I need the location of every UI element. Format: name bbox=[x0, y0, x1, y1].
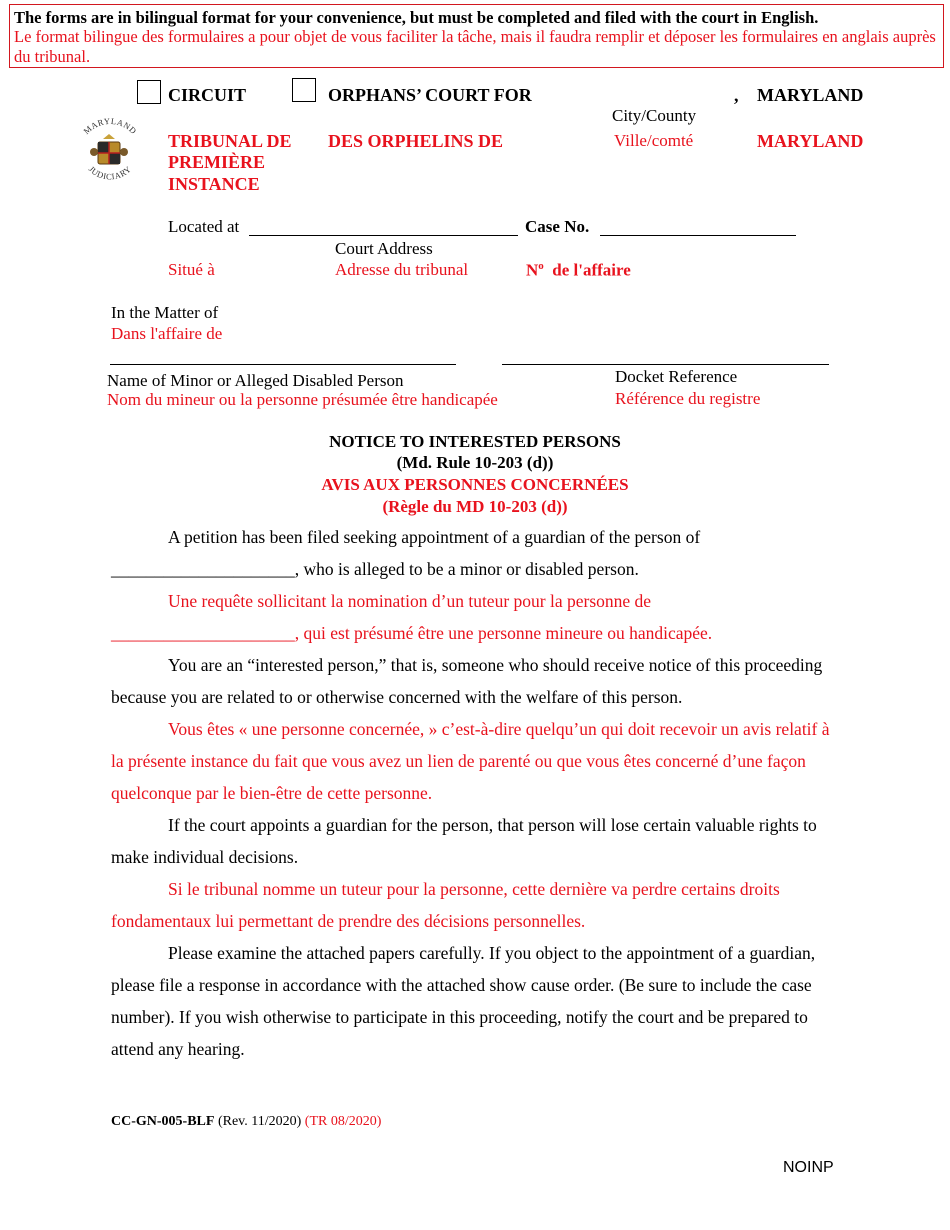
form-id: CC-GN-005-BLF bbox=[111, 1114, 215, 1129]
title-english: NOTICE TO INTERESTED PERSONS bbox=[329, 432, 621, 451]
bilingual-notice-box bbox=[9, 4, 944, 68]
orphans-court-label-fr: DES ORPHELINS DE bbox=[328, 131, 504, 151]
orphans-court-checkbox[interactable] bbox=[292, 78, 316, 102]
minor-name-field[interactable] bbox=[110, 364, 456, 365]
case-number-field[interactable] bbox=[600, 235, 796, 236]
form-revision: (Rev. 11/2020) bbox=[217, 1114, 302, 1129]
body-text bbox=[111, 521, 841, 1065]
court-address-label: Court Address bbox=[335, 239, 433, 258]
notice-english: The forms are in bilingual format for your convenience, but must be completed and filed with the court in English. bbox=[14, 8, 819, 27]
paragraph-4-en: Please examine the attached papers carefully. If you object to the appointment of a guardian, please file a response in accordance with the attached show cause order. (Be sure to include the case number). If you wish otherwise to participate in this proceeding, notify the court and be prepared to attend any hearing. bbox=[111, 943, 816, 1059]
paragraph-3-fr: Si le tribunal nomme un tuteur pour la personne, cette dernière va perdre certains droits fondamentaux lui permettant de prendre des décisions personnelles. bbox=[111, 879, 780, 931]
paragraph-3-en: If the court appoints a guardian for the person, that person will lose certain valuable rights to make individual decisions. bbox=[111, 815, 817, 867]
city-county-label-fr: Ville/comté bbox=[614, 131, 694, 150]
comma: , bbox=[734, 85, 739, 105]
title-french: AVIS AUX PERSONNES CONCERNÉES bbox=[321, 475, 629, 494]
title-english-rule: (Md. Rule 10-203 (d)) bbox=[396, 453, 554, 472]
docket-reference-label-fr: Référence du registre bbox=[615, 389, 761, 408]
circuit-label: CIRCUIT bbox=[168, 85, 247, 105]
seal-bottom-text: JUDICIARY bbox=[86, 163, 134, 182]
paragraph-1-fr-a: Une requête sollicitant la nomination d’un tuteur pour la personne de bbox=[168, 591, 652, 611]
circuit-label-fr-1: TRIBUNAL DE bbox=[168, 131, 292, 151]
maryland-label: MARYLAND bbox=[757, 85, 864, 105]
circuit-label-fr-2: PREMIÈRE bbox=[168, 152, 266, 172]
circuit-court-checkbox[interactable] bbox=[137, 80, 161, 104]
form-code: NOINP bbox=[783, 1159, 834, 1176]
in-the-matter-label-fr: Dans l'affaire de bbox=[111, 324, 223, 343]
court-address-field[interactable] bbox=[249, 235, 518, 236]
form-translation-revision: (TR 08/2020) bbox=[304, 1114, 382, 1129]
case-no-label-fr: $N^o$ de l'affaire bbox=[526, 260, 631, 280]
maryland-judiciary-seal bbox=[70, 112, 150, 192]
svg-text:MARYLAND bbox=[81, 116, 139, 136]
docket-reference-field[interactable] bbox=[502, 364, 829, 365]
svg-text:JUDICIARY bbox=[87, 164, 133, 182]
notice-french: Le format bilingue des formulaires a pour objet de vous faciliter la tâche, mais il faudra remplir et déposer les formulaires en anglais auprès du tribunal. bbox=[14, 27, 936, 66]
minor-name-label-fr: Nom du mineur ou la personne présumée être handicapée bbox=[107, 390, 498, 409]
title-french-rule: (Règle du MD 10-203 (d)) bbox=[382, 497, 568, 516]
minor-name-label: Name of Minor or Alleged Disabled Person bbox=[107, 371, 404, 390]
paragraph-1-en-b: _____________________, who is alleged to be a minor or disabled person. bbox=[111, 559, 639, 579]
located-at-label-fr: Situé à bbox=[168, 260, 215, 279]
form-footer bbox=[111, 1114, 381, 1130]
docket-reference-label: Docket Reference bbox=[615, 367, 738, 386]
in-the-matter-label: In the Matter of bbox=[111, 303, 219, 322]
seal-top-text: MARYLAND bbox=[81, 115, 139, 137]
orphans-court-label: ORPHANS’ COURT FOR bbox=[328, 85, 532, 105]
paragraph-2-fr: Vous êtes « une personne concernée, » c’est-à-dire quelqu’un qui doit recevoir un avis relatif à la présente instance du fait que vous avez un lien de parenté ou que vous êtes concerné d’une façon quelconque par le bien-être de cette personne. bbox=[111, 719, 830, 803]
city-county-label: City/County bbox=[612, 106, 697, 125]
paragraph-1-fr-b: _____________________, qui est présumé être une personne mineure ou handicapée. bbox=[111, 623, 713, 643]
located-at-label: Located at bbox=[168, 217, 240, 236]
maryland-label-fr: MARYLAND bbox=[757, 131, 864, 151]
case-no-label: Case No. bbox=[525, 217, 590, 236]
paragraph-2-en: You are an “interested person,” that is, someone who should receive notice of this proceeding because you are related to or otherwise concerned with the welfare of this person. bbox=[111, 655, 823, 707]
circuit-label-fr-3: INSTANCE bbox=[168, 174, 260, 194]
paragraph-1-en-a: A petition has been filed seeking appointment of a guardian of the person of bbox=[168, 527, 701, 547]
court-address-label-fr: Adresse du tribunal bbox=[335, 260, 469, 279]
